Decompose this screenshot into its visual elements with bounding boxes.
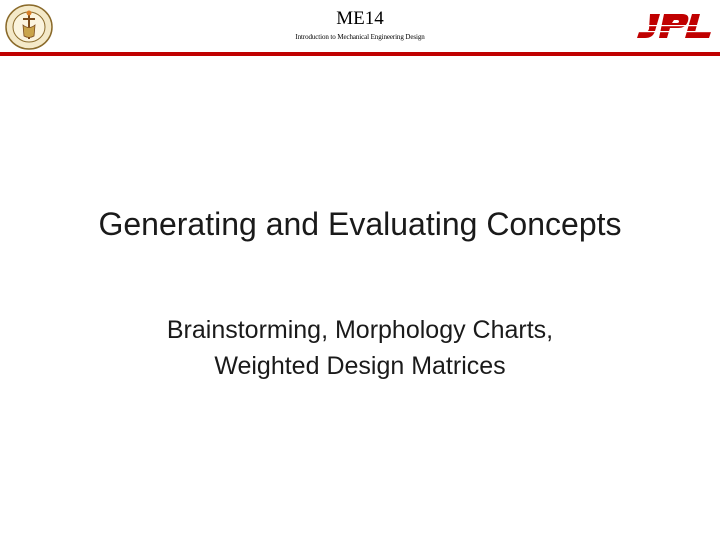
- course-subtitle: Introduction to Mechanical Engineering Design: [295, 33, 425, 41]
- body-line-1: Brainstorming, Morphology Charts,: [166, 316, 554, 344]
- course-title: ME14: [336, 8, 384, 29]
- jpl-logo-icon: [636, 12, 714, 40]
- body-line-2: Weighted Design Matrices: [214, 352, 506, 380]
- header-divider: [0, 52, 720, 56]
- slide-body: [0, 312, 720, 384]
- slide-title: Generating and Evaluating Concepts: [98, 206, 622, 242]
